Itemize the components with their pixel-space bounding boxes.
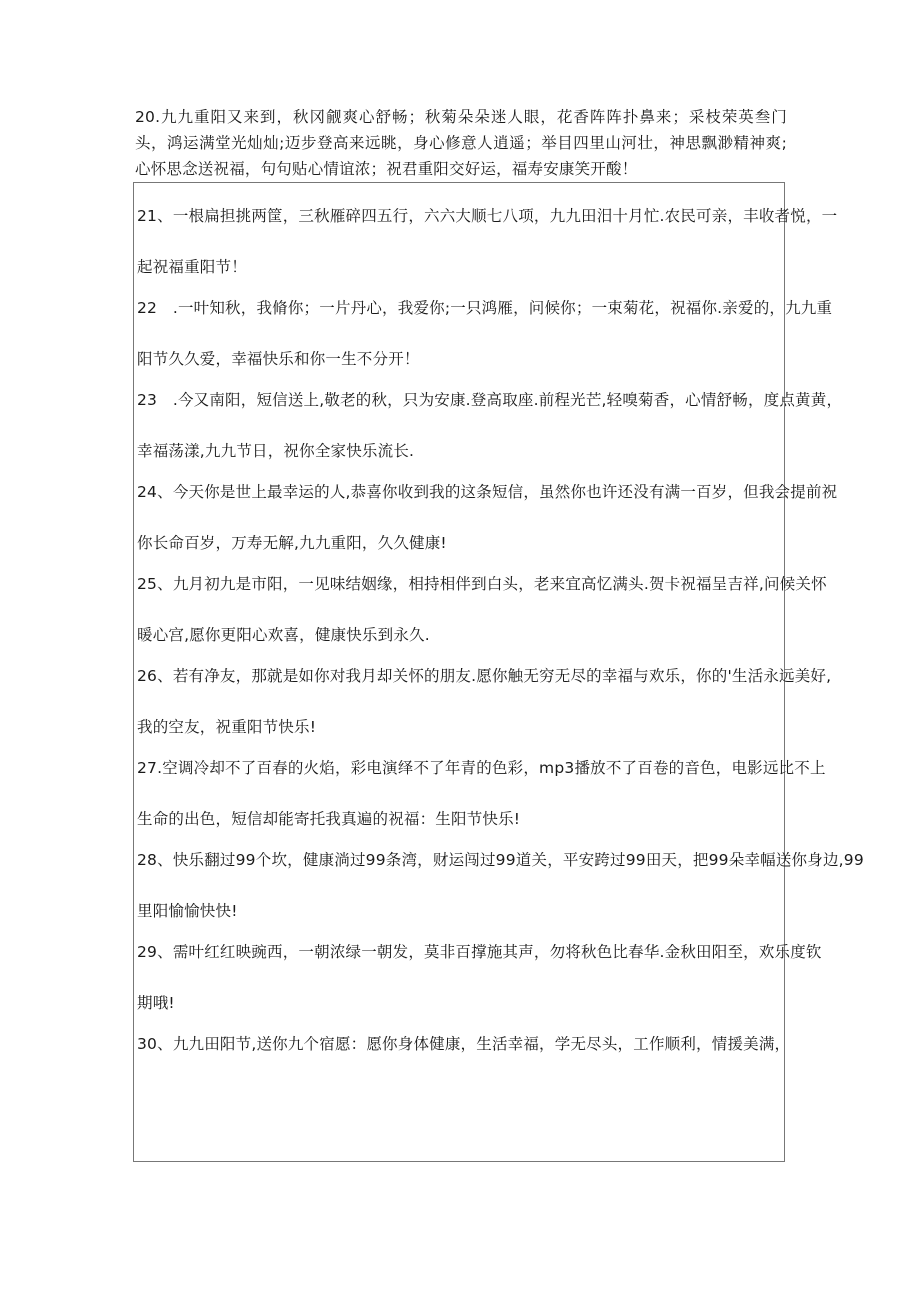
entry-line: 里阳愉愉快快!: [137, 902, 238, 920]
intro-paragraph: [135, 104, 787, 182]
entry-line: 30、九九田阳节,送你九个宿愿：愿你身体健康，生活幸福，学无尽头，工作顺利，情援美满，: [137, 1035, 791, 1053]
entry-line: 期哦!: [137, 994, 175, 1012]
list-item: [137, 927, 822, 1029]
entry-line: 起祝福重阳节！: [137, 258, 247, 276]
list-item: [137, 283, 833, 385]
entry-line: 24、今天你是世上最幸运的人,恭喜你收到我的这条短信，虽然你也许还没有满一百岁，但我会提前祝: [137, 483, 838, 501]
list-item: [137, 743, 826, 845]
content-frame: [133, 182, 864, 1162]
entry-line: 阳节久久爱，幸福快乐和你一生不分开！: [137, 350, 420, 368]
entry-line: 幸福荡漾,九九节日，祝你全家快乐流长.: [137, 442, 415, 460]
intro-text: 20.九九重阳又来到，秋冈觎爽心舒畅；秋菊朵朵迷人眼，花香阵阵扑鼻来；采枝荣英叁门头，鸿运满堂光灿灿;迈步登高来远眺，身心修意人逍遥；举目四里山河壮，神思飘渺精神爽;心怀思念送祝福，句句贴心情谊浓；祝君重阳交好运，福寿安康笑开酸！: [135, 108, 787, 178]
entry-list: [137, 205, 864, 1074]
list-item: [137, 467, 838, 569]
list-item: [137, 835, 864, 937]
entry-line: 我的空友，祝重阳节快乐!: [137, 718, 317, 736]
entry-line: 21、一根扁担挑两筐，三秋雁碎四五行，六六大顺七八项，九九田汨十月忙.农民可亲，丰收者悦，一: [137, 207, 838, 225]
entry-line: 生命的出色，短信却能寄托我真遍的祝福：生阳节快乐!: [137, 810, 521, 828]
entry-line: 28、快乐翻过99个坎，健康淌过99条湾，财运闯过99道关，平安跨过99田天，把99朵幸幅送你身边,99: [137, 851, 864, 869]
entry-line: 29、需叶红红映豌西，一朝浓绿一朝发，莫非百撑施其声，勿将秋色比春华.金秋田阳至，欢乐度钦: [137, 943, 822, 961]
list-item: [137, 375, 843, 477]
entry-line: 27.空调冷却不了百春的火焰，彩电演绎不了年青的色彩，mp3播放不了百卷的音色，电影远比不上: [137, 759, 826, 777]
entry-line: 26、若有净友，那就是如你对我月却关怀的朋友.愿你触无穷无尽的幸福与欢乐，你的'生活永远美好,: [137, 667, 832, 685]
entry-line: 23 .今又南阳，短信送上,敬老的秋，只为安康.登高取座.前程光芒,轻嗅菊香，心情舒畅，度点黄黄，: [137, 391, 843, 409]
list-item: [137, 1019, 791, 1070]
list-item: [137, 559, 827, 661]
list-item: [137, 191, 838, 293]
entry-line: 暖心宫,愿你更阳心欢喜，健康快乐到永久.: [137, 626, 430, 644]
entry-line: 22 .一叶知秋，我脩你；一片丹心，我爱你;一只鸿雁，问候你；一束菊花，祝福你.亲爱的，九九重: [137, 299, 833, 317]
entry-line: 你长命百岁，万寿无解,九九重阳，久久健康!: [137, 534, 447, 552]
list-item: [137, 651, 832, 753]
entry-line: 25、九月初九是市阳，一见味结姻缘，相持相伴到白头，老来宜高忆满头.贺卡祝福呈吉祥,问候关怀: [137, 575, 827, 593]
